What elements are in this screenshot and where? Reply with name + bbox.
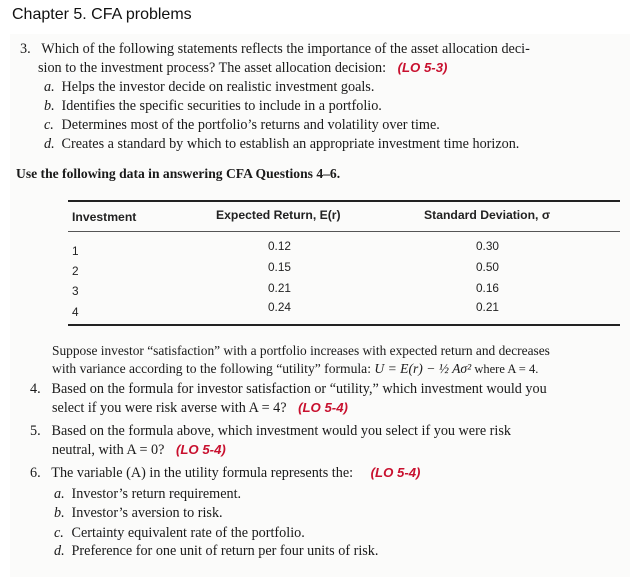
- option-text: Certainty equivalent rate of the portfolio.: [71, 525, 305, 541]
- question-6: [30, 464, 420, 482]
- option-text: Preference for one unit of return per four units of risk.: [71, 543, 379, 559]
- option-letter: c.: [54, 525, 64, 541]
- question-text-line1: Based on the formula above, which investment would you select if you were risk: [51, 423, 511, 439]
- option-text: Creates a standard by which to establish an appropriate investment time horizon.: [61, 136, 520, 152]
- question-4: [30, 380, 547, 398]
- option-letter: d.: [54, 543, 65, 559]
- cell-investment: 3: [72, 284, 79, 298]
- question-text-line1: Based on the formula for investor satisfaction or “utility,” which investment would you: [51, 381, 547, 397]
- utility-intro-line1: Suppose investor “satisfaction” with a portfolio increases with expected return and decreases: [52, 343, 550, 358]
- cell-expected-return: 0.21: [268, 281, 291, 295]
- question-3-line2: [38, 59, 447, 77]
- data-intro: Use the following data in answering CFA Questions 4–6.: [16, 166, 341, 181]
- cell-std-dev: 0.50: [476, 260, 499, 274]
- option-d: [44, 135, 519, 153]
- page-title: Chapter 5. CFA problems: [12, 6, 192, 23]
- option-letter: d.: [44, 136, 55, 152]
- cell-investment: 2: [72, 264, 79, 278]
- option-c: [54, 524, 305, 542]
- option-letter: b.: [44, 98, 55, 114]
- cell-investment: 1: [72, 244, 79, 258]
- option-c: [44, 116, 440, 134]
- textbook-page: [10, 34, 630, 577]
- intro-text-end: where A = 4.: [471, 362, 539, 376]
- cell-investment: 4: [72, 305, 79, 319]
- table-header-rule: [68, 231, 620, 232]
- option-text: Identifies the specific securities to include in a portfolio.: [61, 98, 382, 114]
- question-4-line2: [52, 399, 348, 417]
- option-b: [54, 504, 223, 522]
- utility-intro-line2: [52, 360, 538, 378]
- question-text-line1: Which of the following statements reflects the importance of the asset allocation deci-: [41, 41, 530, 57]
- option-a: [44, 78, 374, 96]
- table-top-rule: [68, 200, 620, 202]
- option-a: [54, 485, 241, 503]
- col-header-expected-return: Expected Return, E(r): [216, 208, 341, 222]
- question-text-line1: The variable (A) in the utility formula represents the:: [51, 465, 354, 481]
- option-text: Helps the investor decide on realistic investment goals.: [61, 79, 375, 95]
- question-number: 3.: [20, 41, 31, 57]
- utility-formula: U = E(r) − ½ Aσ²: [374, 361, 472, 376]
- learning-objective-tag: (LO 5-4): [175, 442, 226, 457]
- cell-expected-return: 0.12: [268, 239, 291, 253]
- learning-objective-tag: (LO 5-3): [397, 60, 448, 75]
- option-text: Investor’s return requirement.: [71, 486, 242, 502]
- cell-std-dev: 0.30: [476, 239, 499, 253]
- question-text-line2: sion to the investment process? The asset allocation decision:: [38, 60, 387, 76]
- option-letter: a.: [44, 79, 55, 95]
- col-header-investment: Investment: [72, 210, 137, 224]
- question-3: [20, 40, 530, 58]
- option-text: Determines most of the portfolio’s returns and volatility over time.: [61, 117, 440, 133]
- question-number: 6.: [30, 465, 41, 481]
- question-number: 4.: [30, 381, 41, 397]
- question-5: [30, 422, 511, 440]
- question-text-line2: neutral, with A = 0?: [52, 442, 165, 458]
- cell-std-dev: 0.16: [476, 281, 499, 295]
- intro-text: with variance according to the following “utility” formula:: [52, 361, 375, 376]
- option-d: [54, 542, 378, 560]
- cell-expected-return: 0.15: [268, 260, 291, 274]
- question-5-line2: [52, 441, 226, 459]
- question-number: 5.: [30, 423, 41, 439]
- cell-std-dev: 0.21: [476, 300, 499, 314]
- option-text: Investor’s aversion to risk.: [71, 505, 223, 521]
- col-header-std-dev: Standard Deviation, σ: [424, 208, 551, 222]
- option-b: [44, 97, 382, 115]
- option-letter: b.: [54, 505, 65, 521]
- cell-expected-return: 0.24: [268, 300, 291, 314]
- option-letter: a.: [54, 486, 65, 502]
- learning-objective-tag: (LO 5-4): [298, 400, 348, 415]
- question-text-line2: select if you were risk averse with A = 4?: [52, 400, 287, 416]
- learning-objective-tag: (LO 5-4): [370, 465, 421, 480]
- table-bottom-rule: [68, 324, 620, 326]
- option-letter: c.: [44, 117, 54, 133]
